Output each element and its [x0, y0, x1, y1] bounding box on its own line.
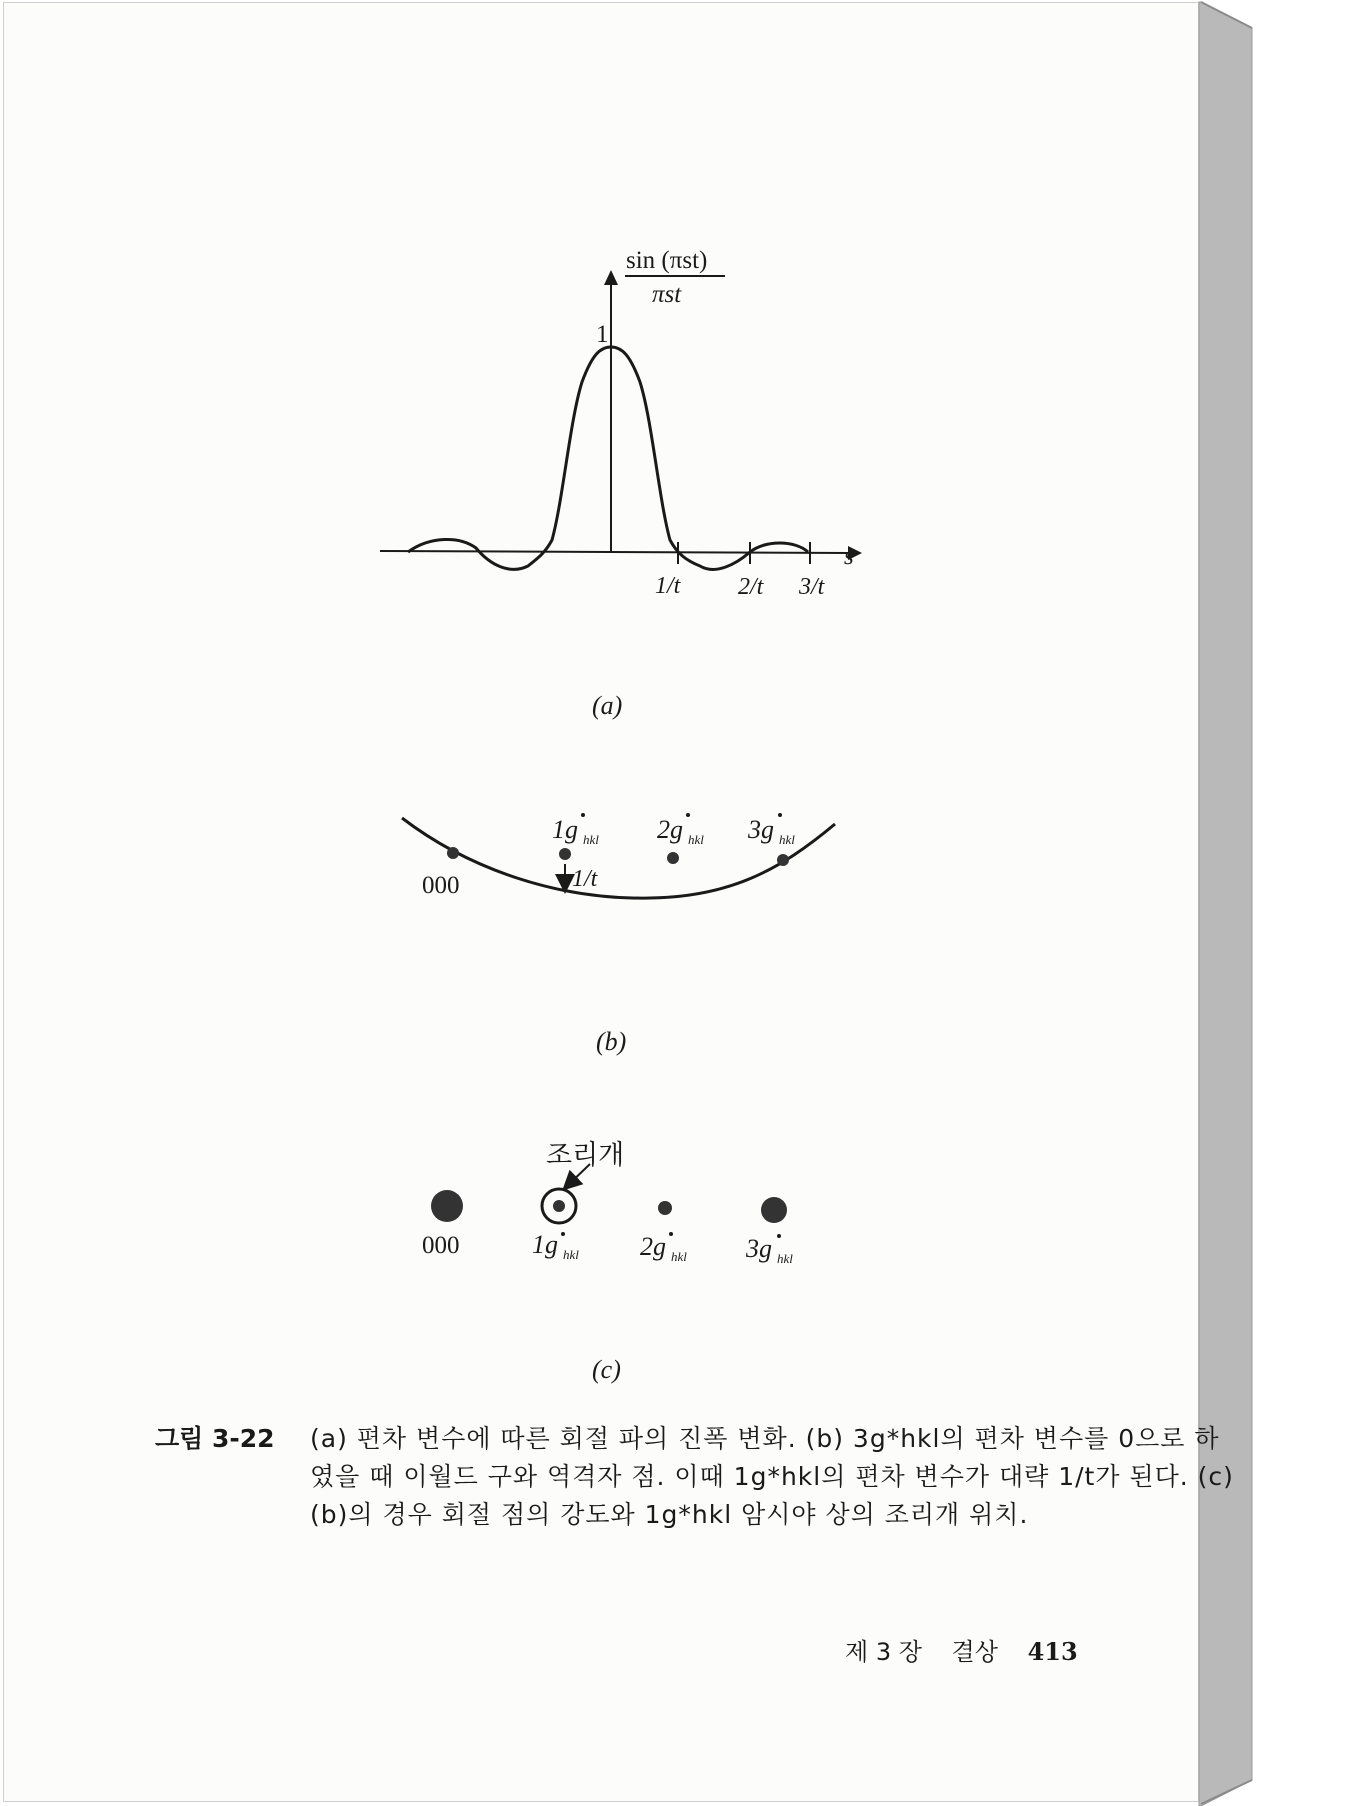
b-point-label-2-star [686, 813, 690, 817]
a-tick-label-3: 3/t [799, 574, 825, 600]
a-sinc-curve [408, 347, 808, 569]
footer-section: 결상 [951, 1638, 998, 1666]
b-origin-label: 000 [422, 872, 460, 899]
a-y-label-numerator: sin (πst) [626, 247, 708, 274]
footer-page-number: 413 [1027, 1637, 1078, 1666]
a-x-axis [380, 551, 850, 553]
a-panel-tag: (a) [592, 691, 623, 720]
c-point-label-1: 1g $_{hkl}$ [532, 1230, 579, 1262]
c-point-label-3: 3g $_{hkl}$ [746, 1234, 793, 1266]
b-point-000 [447, 847, 459, 859]
c-spot-3g [761, 1197, 787, 1223]
caption-text: (a) 편차 변수에 따른 회절 파의 진폭 변화. (b) 3g*hkl의 편차 변수를 0으로 하였을 때 이월드 구와 역격자 점. 이때 1g*hkl의 편차 변수가 대략 1/t가 된다. (c) (b)의 경우 회절 점의 강도와 1g*hkl 암시야 상의 조리개 위치. [310, 1424, 1234, 1529]
c-panel-tag: (c) [592, 1355, 621, 1384]
b-point-3g [777, 854, 789, 866]
c-point-label-3-star [777, 1234, 781, 1238]
b-deviation-label: 1/t [572, 866, 598, 892]
c-point-label-1-star [561, 1232, 565, 1236]
a-peak-label: 1 [596, 321, 609, 348]
b-point-label-2: 2g $_{hkl}$ [657, 815, 704, 847]
b-point-1g [559, 848, 571, 860]
c-spot-2g [658, 1201, 672, 1215]
panel-b-ewald-sphere [402, 813, 835, 1056]
c-point-label-2: 2g $_{hkl}$ [640, 1232, 687, 1264]
b-point-label-3-star [778, 813, 782, 817]
b-point-label-3: 3g $_{hkl}$ [748, 815, 795, 847]
a-x-axis-label: s [844, 543, 854, 570]
c-spot-1g [553, 1200, 565, 1212]
c-spot-000 [431, 1190, 463, 1222]
b-panel-tag: (b) [596, 1027, 627, 1056]
caption-label: 그림 3-22 [155, 1424, 275, 1453]
a-tick-label-2: 2/t [738, 574, 764, 600]
panel-a-sinc-plot [380, 247, 862, 720]
b-point-label-1-star [581, 813, 585, 817]
a-tick-label-1: 1/t [655, 573, 681, 599]
b-point-2g [667, 852, 679, 864]
b-point-label-1: 1g $_{hkl}$ [552, 815, 599, 847]
a-y-label-denominator: πst [652, 281, 682, 308]
page-footer [845, 1632, 1078, 1667]
c-aperture-label: 조리개 [546, 1140, 625, 1171]
a-y-axis-arrowhead [604, 270, 618, 285]
panel-c-diffraction-spots [422, 1140, 793, 1384]
c-point-label-2-star [669, 1232, 673, 1236]
footer-chapter: 제 3 장 [845, 1638, 922, 1666]
c-origin-label: 000 [422, 1232, 460, 1259]
